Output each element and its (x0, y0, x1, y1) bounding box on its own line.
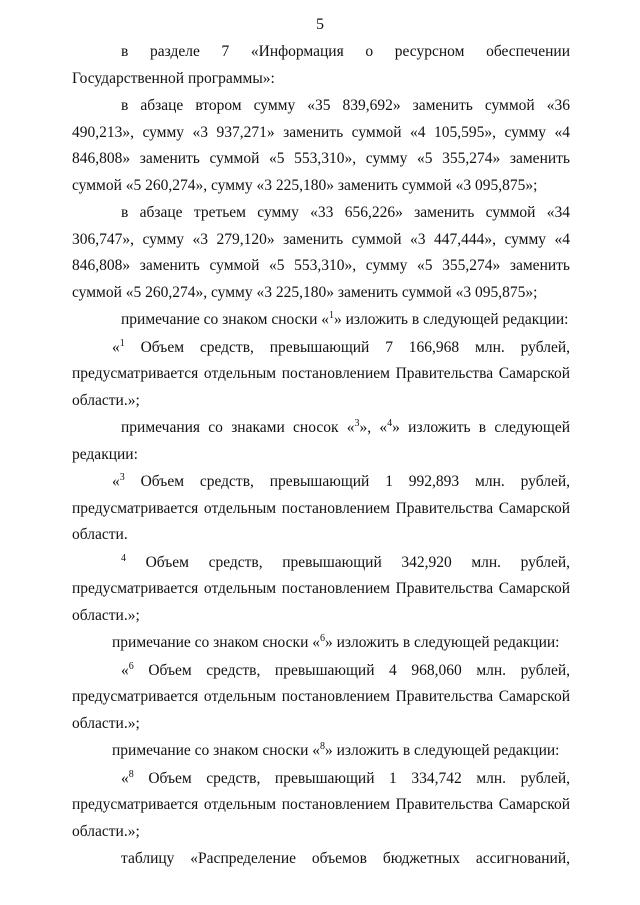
paragraph-note-6-instruction: примечание со знаком сноски «$^6$» изложить в следующей редакции: (112, 633, 560, 651)
paragraph-table-intro: таблицу «Распределение объемов бюджетных ассигнований, (121, 850, 570, 867)
paragraph-note-1-text: «$^1$ Объем средств, превышающий 7 166,968 млн. рублей, предусматривается отдельным постановлением Правительства Самарской области.»; (72, 337, 570, 409)
paragraph-notes-3-4-instruction: примечания со знаками сносок «$^3$», «$^4$» изложить в следующей редакции: (72, 418, 570, 463)
paragraph-abzac-3: в абзаце третьем сумму «33 656,226» заменить суммой «34 306,747», сумму «3 279,120» заменить суммой «3 447,444», сумму «4 846,808» заменить суммой «5 553,310», сумму «5 355,274» заменить суммой «5 260,274», сумму «3 225,180» заменить суммой «3 095,875»; (72, 204, 570, 301)
paragraph-section-7-intro: в разделе 7 «Информация о ресурсном обеспечении Государственной программы»: (72, 43, 570, 87)
paragraph-abzac-2: в абзаце втором сумму «35 839,692» заменить суммой «36 490,213», сумму «3 937,271» заменить суммой «4 105,595», сумму «4 846,808» заменить суммой «5 553,310», сумму «5 355,274» заменить суммой «5 260,274», сумму «3 225,180» заменить суммой «3 095,875»; (72, 97, 570, 194)
paragraph-note-8-text: «$^8$ Объем средств, превышающий 1 334,742 млн. рублей, предусматривается отдельным постановлением Правительства Самарской области.»; (72, 768, 570, 840)
paragraph-note-3-text: «$^3$ Объем средств, превышающий 1 992,893 млн. рублей, предусматривается отдельным постановлением Правительства Самарской области. (72, 472, 570, 543)
paragraph-note-4-text: $^4$ Объем средств, превышающий 342,920 млн. рублей, предусматривается отдельным постановлением Правительства Самарской области.»; (72, 552, 570, 624)
document-body (72, 39, 570, 873)
paragraph-note-1-instruction: примечание со знаком сноски «$^1$» изложить в следующей редакции: (121, 310, 569, 328)
paragraph-note-6-text: «$^6$ Объем средств, превышающий 4 968,060 млн. рублей, предусматривается отдельным постановлением Правительства Самарской области.»; (72, 660, 570, 732)
page-number: 5 (316, 16, 324, 33)
paragraph-note-8-instruction: примечание со знаком сноски «$^8$» изложить в следующей редакции: (112, 741, 560, 759)
